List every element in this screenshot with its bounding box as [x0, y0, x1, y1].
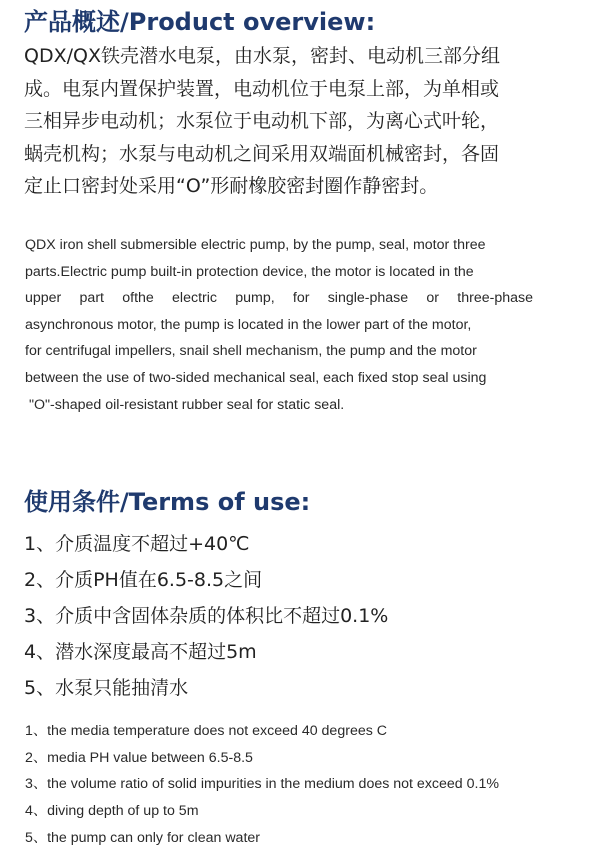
terms-en-item: 4、diving depth of up to 5m [25, 803, 199, 820]
overview-en-line: between the use of two-sided mechanical seal, each fixed stop seal using [25, 369, 487, 386]
overview-chinese-paragraph [24, 40, 572, 203]
terms-en-item: 1、the media temperature does not exceed 40 degrees C [25, 723, 388, 739]
terms-en-item: 3、the volume ratio of solid impurities in the medium does not exceed 0.1% [25, 776, 499, 793]
overview-cn-line: 蜗壳机构；水泵与电动机之间采用双端面机械密封，各固 [24, 142, 500, 165]
terms-en-item: 5、the pump can only for clean water [25, 829, 261, 846]
terms-cn-item: 1、介质温度不超过+40℃ [24, 533, 250, 555]
overview-en-line: upper part ofthe electric pump, for single-phase or three-phase [25, 290, 533, 307]
terms-chinese-list [24, 526, 388, 706]
overview-cn-line: 成。电泵内置保护装置，电动机位于电泵上部，为单相或 [24, 77, 500, 100]
overview-en-line: "O"-shaped oil-resistant rubber seal for static seal. [25, 396, 345, 413]
terms-cn-item: 2、介质PH值在6.5-8.5之间 [24, 569, 263, 591]
overview-en-line: for centrifugal impellers, snail shell mechanism, the pump and the motor [25, 343, 477, 360]
terms-en-item: 2、media PH value between 6.5-8.5 [25, 749, 253, 766]
terms-english-list [25, 718, 499, 852]
overview-cn-line: 三相异步电动机；水泵位于电动机下部，为离心式叶轮， [24, 110, 500, 132]
terms-of-use-heading: 使用条件/Terms of use: [24, 488, 311, 516]
overview-english-paragraph [25, 232, 585, 418]
terms-cn-item: 5、水泵只能抽清水 [24, 677, 189, 699]
overview-cn-line: QDX/QX铁壳潜水电泵，由水泵，密封、电动机三部分组 [24, 45, 500, 67]
overview-cn-line: 定止口密封处采用“O”形耐橡胶密封圈作静密封。 [24, 175, 439, 197]
overview-en-line: QDX iron shell submersible electric pump, by the pump, seal, motor three [25, 237, 486, 253]
product-overview-heading: 产品概述/Product overview: [24, 8, 376, 36]
overview-en-line: asynchronous motor, the pump is located in the lower part of the motor, [25, 316, 472, 333]
overview-en-line: parts.Electric pump built-in protection device, the motor is located in the [25, 263, 474, 280]
terms-cn-item: 3、介质中含固体杂质的体积比不超过0.1% [24, 605, 389, 627]
terms-cn-item: 4、潜水深度最高不超过5m [24, 641, 257, 663]
